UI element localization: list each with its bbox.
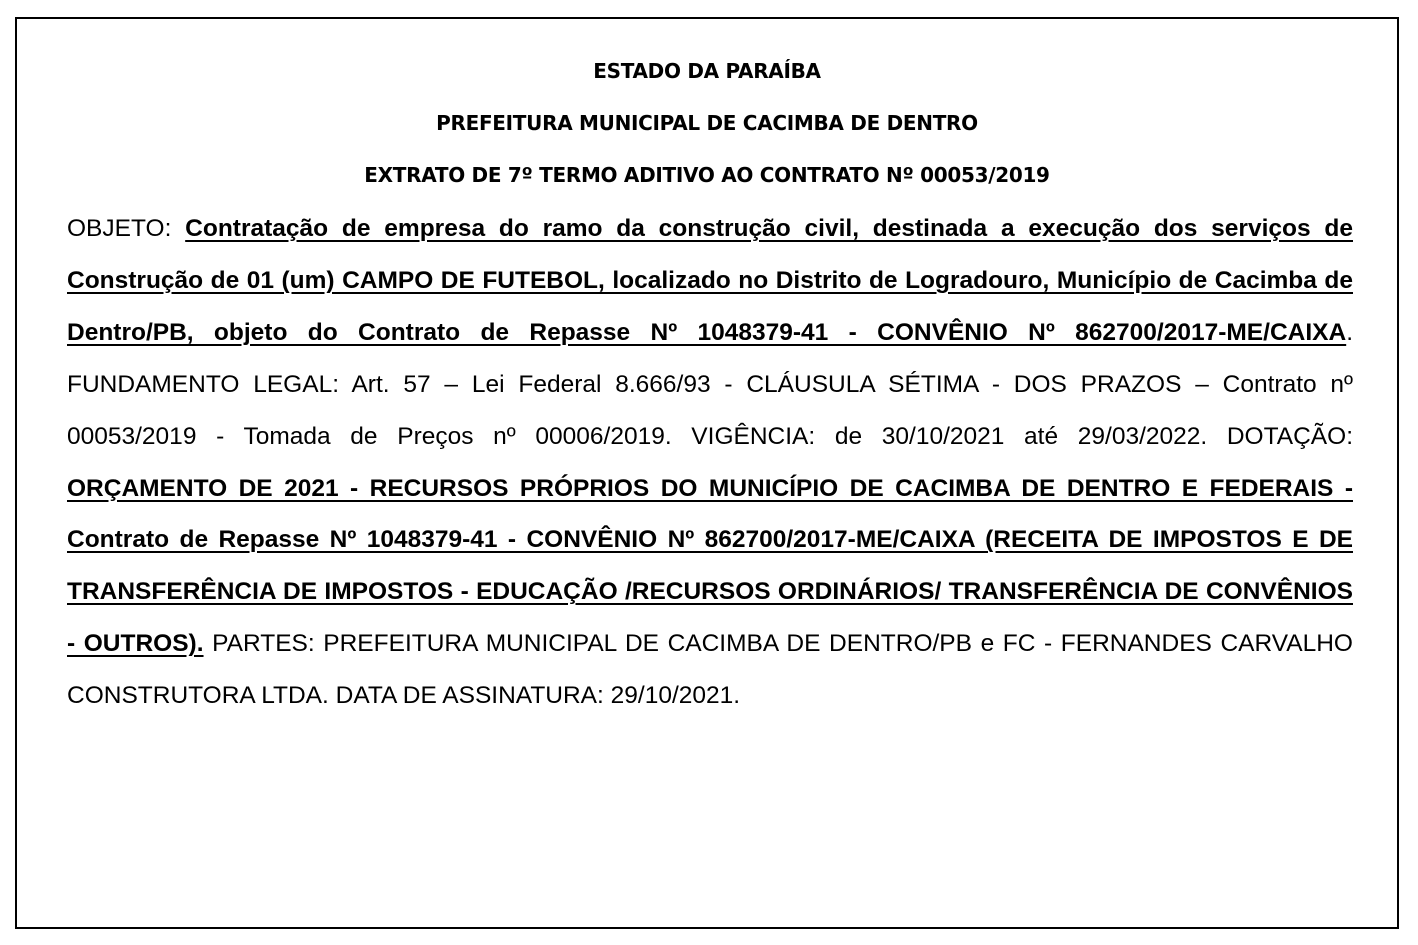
document-title: EXTRATO DE 7º TERMO ADITIVO AO CONTRATO Nº 00053/2019: [364, 163, 1050, 187]
objeto-value: Contratação de empresa do ramo da construção civil, destinada a execução dos serviços de Construção de 01 (um) CAMPO DE FUTEBOL, localizado no Distrito de Logradouro, Município de Cacimba de Dentro/PB, objeto do Contrato de Repasse Nº 1048379-41 - CONVÊNIO Nº 862700/2017-ME/CAIXA: [67, 215, 1353, 346]
state-heading: ESTADO DA PARAÍBA: [593, 59, 821, 83]
municipality-heading: PREFEITURA MUNICIPAL DE CACIMBA DE DENTRO: [436, 111, 978, 135]
dotacao-value: ORÇAMENTO DE 2021 - RECURSOS PRÓPRIOS DO MUNICÍPIO DE CACIMBA DE DENTRO E FEDERAIS - Contrato de Repasse Nº 1048379-41 - CONVÊNIO Nº 862700/2017-ME/CAIXA (RECEITA DE IMPOSTOS E DE TRANSFERÊNCIA DE IMPOSTOS - EDUCAÇÃO /RECURSOS ORDINÁRIOS/ TRANSFERÊNCIA DE CONVÊNIOS - OUTROS).: [67, 474, 1353, 658]
partes-text: PARTES: PREFEITURA MUNICIPAL DE CACIMBA DE DENTRO/PB e FC - FERNANDES CARVALHO CONSTRUTORA LTDA. DATA DE ASSINATURA: 29/10/2021.: [67, 630, 1353, 710]
objeto-label: OBJETO:: [67, 215, 186, 242]
document-frame: [15, 17, 1399, 929]
fundamento-text: . FUNDAMENTO LEGAL: Art. 57 – Lei Federal 8.666/93 - CLÁUSULA SÉTIMA - DOS PRAZOS – Contrato nº 00053/2019 - Tomada de Preços nº 00006/2019. VIGÊNCIA: de 30/10/2021 até 29/03/2022. DOTAÇÃO:: [67, 318, 1353, 450]
extract-body: [67, 203, 1353, 722]
